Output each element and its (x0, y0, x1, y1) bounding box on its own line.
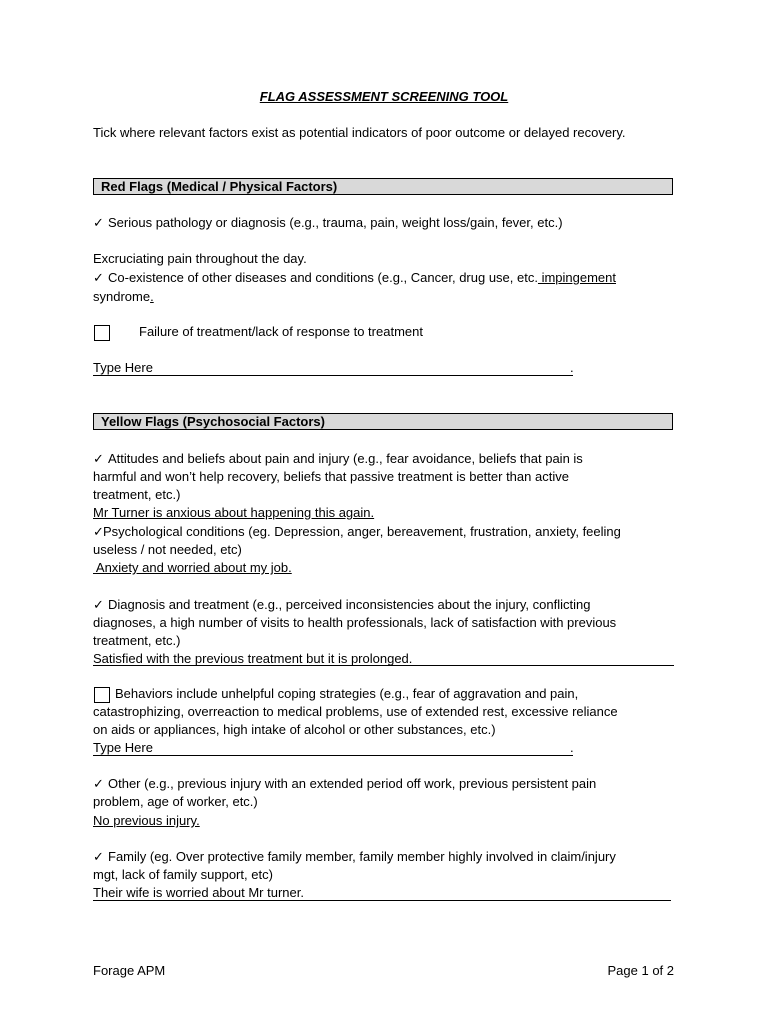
yellow-flag-type-here-field[interactable]: Type Here (93, 740, 153, 755)
yellow-flag-item-attitudes: ✓ Attitudes and beliefs about pain and injury (e.g., fear avoidance, beliefs that pain is (93, 451, 583, 466)
yellow-flag-item-diagnosis: ✓ Diagnosis and treatment (e.g., perceived inconsistencies about the injury, conflicting (93, 597, 591, 612)
page-title: FLAG ASSESSMENT SCREENING TOOL (259, 89, 509, 104)
footer-page-number: Page 1 of 2 (607, 963, 674, 978)
check-mark-icon: ✓ (93, 270, 104, 285)
yellow-flag-answer-family-underline (93, 900, 671, 901)
yellow-flag-item-attitudes-line3: treatment, etc.) (93, 487, 181, 502)
yellow-flag-behaviors-answer-end: . (570, 740, 574, 755)
yellow-flag-answer-attitudes[interactable]: Mr Turner is anxious about happening this again. (93, 505, 375, 520)
red-flag-item-coexistence-cont: syndrome. (93, 289, 154, 304)
yellow-flag-item-family: ✓ Family (eg. Over protective family member, family member highly involved in claim/injury (93, 849, 616, 864)
red-flag-item-coexistence: ✓ Co-existence of other diseases and conditions (e.g., Cancer, drug use, etc. impingement (93, 270, 617, 285)
yellow-flags-heading: Yellow Flags (Psychosocial Factors) (93, 413, 673, 430)
yellow-flag-item-attitudes-line2: harmful and won’t help recovery, beliefs that passive treatment is better than active (93, 469, 569, 484)
yellow-flag-item-behaviors-line3: on aids or appliances, high intake of alcohol or other substances, etc.) (93, 722, 496, 737)
yellow-flag-item-family-line2: mgt, lack of family support, etc) (93, 867, 273, 882)
footer-left: Forage APM (93, 963, 166, 978)
yellow-flag-behaviors-underline (93, 755, 573, 756)
red-flag-note-pain: Excruciating pain throughout the day. (93, 251, 307, 266)
check-mark-icon: ✓ (93, 524, 104, 539)
yellow-flag-item-diagnosis-line2: diagnoses, a high number of visits to health professionals, lack of satisfaction with previous (93, 615, 617, 630)
check-mark-icon: ✓ (93, 849, 104, 864)
yellow-flag-item-behaviors: Behaviors include unhelpful coping strategies (e.g., fear of aggravation and pain, (115, 686, 579, 701)
yellow-flag-answer-diagnosis[interactable]: Satisfied with the previous treatment but it is prolonged. (93, 651, 413, 666)
yellow-flag-answer-family[interactable]: Their wife is worried about Mr turner. (93, 885, 304, 900)
intro-text: Tick where relevant factors exist as potential indicators of poor outcome or delayed recovery. (93, 125, 626, 140)
behaviors-checkbox[interactable] (94, 687, 110, 703)
yellow-flag-item-psychological-line2: useless / not needed, etc) (93, 542, 242, 557)
yellow-flag-item-other: ✓ Other (e.g., previous injury with an extended period off work, previous persistent pain (93, 776, 597, 791)
red-flags-heading: Red Flags (Medical / Physical Factors) (93, 178, 673, 195)
yellow-flag-answer-psychological[interactable]: Anxiety and worried about my job. (93, 560, 292, 575)
check-mark-icon: ✓ (93, 451, 104, 466)
check-mark-icon: ✓ (93, 776, 104, 791)
red-flag-answer-end: . (570, 360, 574, 375)
red-flag-answer-underline (93, 375, 573, 376)
yellow-flag-item-diagnosis-line3: treatment, etc.) (93, 633, 181, 648)
yellow-flag-item-psychological: ✓Psychological conditions (eg. Depression, anger, bereavement, frustration, anxiety, feeling (93, 524, 621, 539)
yellow-flag-item-other-line2: problem, age of worker, etc.) (93, 794, 258, 809)
yellow-flag-answer-diagnosis-underline (93, 665, 674, 666)
check-mark-icon: ✓ (93, 215, 104, 230)
red-flag-item-failure: Failure of treatment/lack of response to treatment (139, 324, 423, 339)
failure-treatment-checkbox[interactable] (94, 325, 110, 341)
yellow-flag-item-behaviors-line2: catastrophizing, overreaction to medical problems, use of extended rest, excessive reliance (93, 704, 618, 719)
check-mark-icon: ✓ (93, 597, 104, 612)
yellow-flag-answer-other[interactable]: No previous injury. (93, 813, 200, 828)
red-flag-type-here-field[interactable]: Type Here (93, 360, 153, 375)
red-flag-item-pathology: ✓ Serious pathology or diagnosis (e.g., trauma, pain, weight loss/gain, fever, etc.) (93, 215, 563, 230)
